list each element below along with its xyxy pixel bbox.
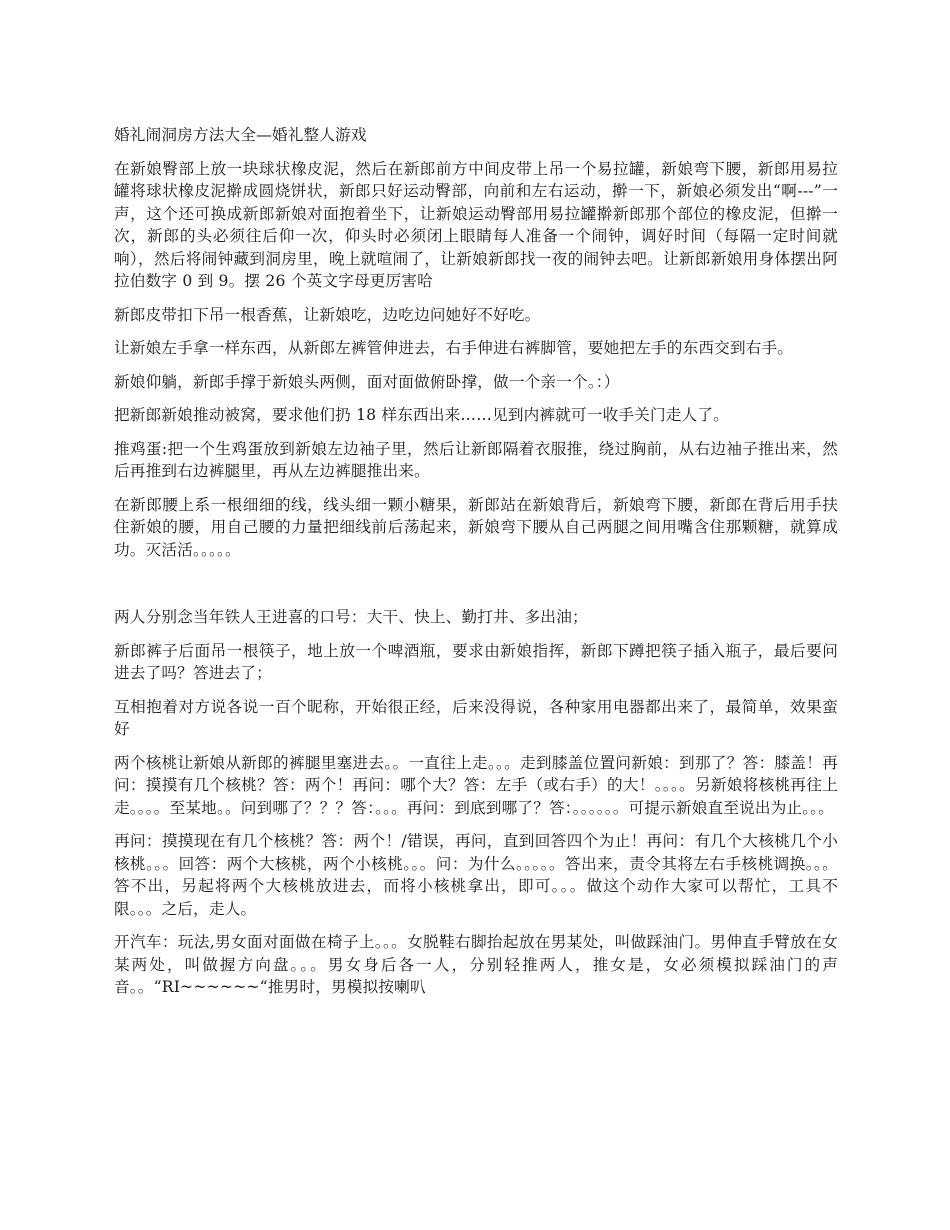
document-title: 婚礼闹洞房方法大全—婚礼整人游戏 xyxy=(114,126,367,144)
section-gap xyxy=(114,572,838,606)
paragraph: 在新郎腰上系一根细细的线，线头细一颗小糖果，新郎站在新娘背后，新娘弯下腰，新郎在背后用手扶住新娘的腰，用自己腰的力量把细线前后荡起来，新娘弯下腰从自己两腿之间用嘴含住那颗糖，就算成功。灭活活。。。。。 xyxy=(114,495,838,559)
paragraph: 新娘仰躺，新郎手撑于新娘头两侧，面对面做俯卧撑，做一个亲一个。：） xyxy=(114,372,620,391)
paragraph: 两人分别念当年铁人王进喜的口号：大干、快上、勤打井、多出油； xyxy=(114,608,588,626)
paragraph: 把新郎新娘推动被窝，要求他们扔 18 样东西出来……见到内裤就可一收手关门走人了。 xyxy=(114,406,729,424)
paragraph: 新郎皮带扣下吊一根香蕉，让新娘吃，边吃边问她好不好吃。 xyxy=(114,305,541,324)
paragraph: 新郎裤子后面吊一根筷子，地上放一个啤酒瓶，要求由新娘指挥，新郎下蹲把筷子插入瓶子，最后要问进去了吗？答进去了； xyxy=(114,641,838,682)
paragraph: 推鸡蛋:把一个生鸡蛋放到新娘左边袖子里，然后让新郎隔着衣服推，绕过胸前，从右边袖子推出来，然后再推到右边裤腿里，再从左边裤腿推出来。 xyxy=(114,439,838,480)
paragraph: 互相抱着对方说各说一百个昵称，开始很正经，后来没得说，各种家用电器都出来了，最简单，效果蛮好 xyxy=(114,697,838,738)
paragraph: 两个核桃让新娘从新郎的裤腿里塞进去。。一直往上走。。。走到膝盖位置问新娘：到那了？答：膝盖！再问：摸摸有几个核桃？答：两个！再问：哪个大？答：左手（或右手）的大！。。。。另新娘将核桃再往上走。。。。至某地。。问到哪了？？？答：。。。再问：到底到哪了？答：。。。。。。可提示新娘直至说出为止。。。 xyxy=(114,753,838,817)
paragraph: 开汽车：玩法,男女面对面做在椅子上。。。女脱鞋右脚抬起放在男某处，叫做踩油门。男伸直手臂放在女某两处，叫做握方向盘。。。男女身后各一人，分别轻推两人，推女是，女必须模拟踩油门的声音。。“RI~~~~~~“推男时，男模拟按喇叭 xyxy=(114,933,838,996)
document-page xyxy=(114,124,838,1010)
paragraph: 让新娘左手拿一样东西，从新郎左裤管伸进去，右手伸进右裤脚管，要她把左手的东西交到右手。 xyxy=(114,339,794,357)
paragraph: 再问：摸摸现在有几个核桃？答：两个！/错误，再问，直到回答四个为止！再问：有几个大核桃几个小核桃。。。回答：两个大核桃，两个小核桃。。。问：为什么。。。。。答出来，责令其将左右手核桃调换。。。答不出，另起将两个大核桃放进去，而将小核桃拿出，即可。。。做这个动作大家可以帮忙，工具不限。。。之后，走人。 xyxy=(114,832,838,918)
paragraph: 在新娘臀部上放一块球状橡皮泥，然后在新郎前方中间皮带上吊一个易拉罐，新娘弯下腰，新郎用易拉罐将球状橡皮泥擀成圆烧饼状，新郎只好运动臀部，向前和左右运动，擀一下，新娘必须发出“啊---”一声，这个还可换成新郎新娘对面抱着坐下，让新娘运动臀部用易拉罐擀新郎那个部位的橡皮泥，但擀一次，新郎的头必须往后仰一次，仰头时必须闭上眼睛每人准备一个闹钟，调好时间（每隔一定时间就响），然后将闹钟藏到洞房里，晚上就喧闹了，让新娘新郎找一夜的闹钟去吧。让新郎新娘用身体摆出阿拉伯数字 0 到 9。摆 26 个英文字母更厉害哈 xyxy=(114,159,838,290)
